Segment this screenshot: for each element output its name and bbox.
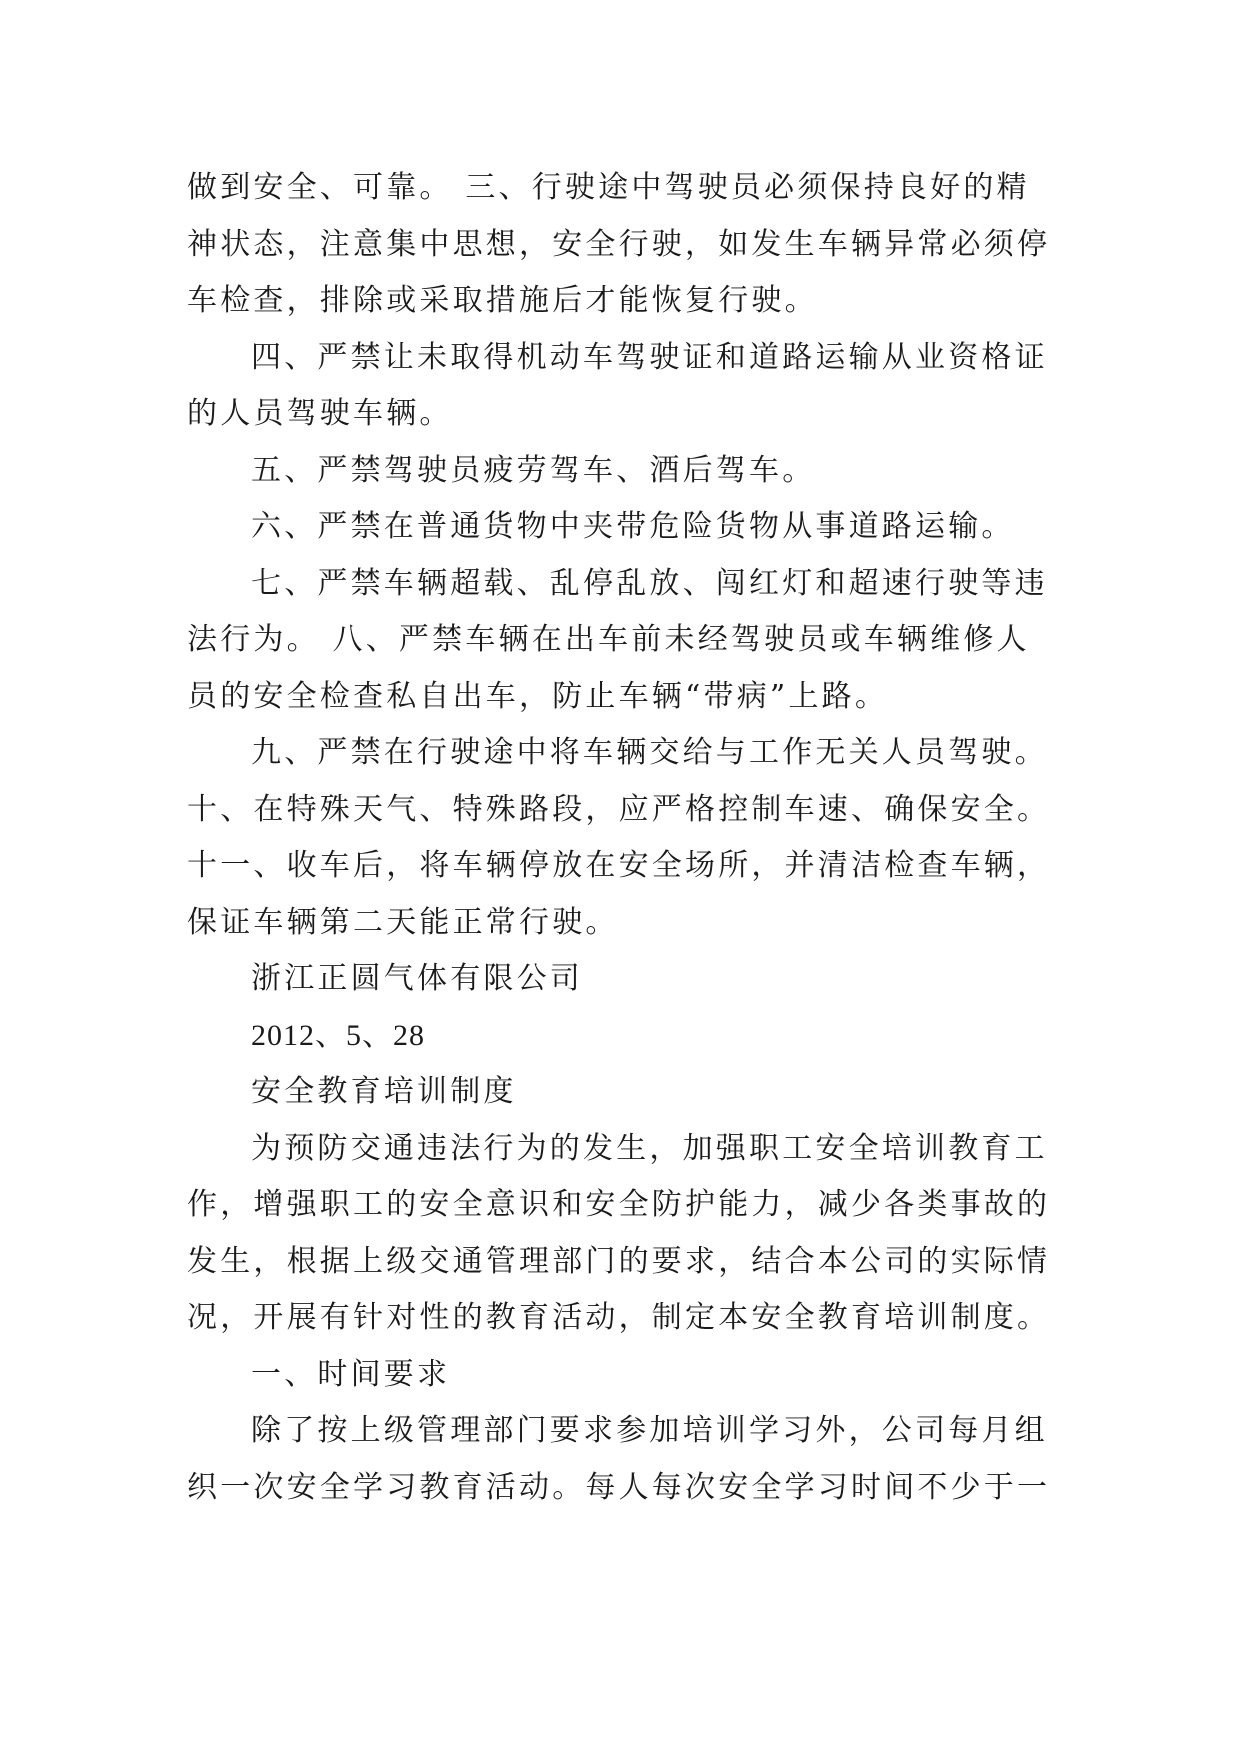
text-line: 发生，根据上级交通管理部门的要求，结合本公司的实际情 — [187, 1243, 1051, 1279]
text-line: 况，开展有针对性的教育活动，制定本安全教育培训制度。 — [187, 1300, 1051, 1335]
text-line: 车检查，排除或采取措施后才能恢复行驶。 — [187, 283, 818, 318]
text-line: 做到安全、可靠。 三、行驶途中驾驶员必须保持良好的精 — [187, 170, 1030, 205]
rule-item-6: 六、严禁在普通货物中夹带危险货物从事道路运输。 — [251, 509, 1015, 544]
rule-item-9: 九、严禁在行驶途中将车辆交给与工作无关人员驾驶。 — [251, 735, 1048, 770]
text-line: 法行为。 八、严禁车辆在出车前未经驾驶员或车辆维修人 — [187, 622, 1030, 657]
rule-item-4: 四、严禁让未取得机动车驾驶证和道路运输从业资格证 — [251, 339, 1048, 375]
text-line: 作，增强职工的安全意识和安全防护能力，减少各类事故的 — [187, 1187, 1051, 1222]
rule-item-5: 五、严禁驾驶员疲劳驾车、酒后驾车。 — [251, 452, 816, 488]
rule-item-11: 十一、收车后，将车辆停放在安全场所，并清洁检查车辆， — [187, 848, 1051, 883]
company-name: 浙江正圆气体有限公司 — [251, 961, 583, 996]
text-line: 保证车辆第二天能正常行驶。 — [187, 904, 619, 940]
text-line: 员的安全检查私自出车，防止车辆“带病”上路。 — [187, 678, 889, 714]
text-line: 的人员驾驶车辆。 — [187, 396, 453, 431]
document-body — [187, 160, 1057, 1516]
text-line: 织一次安全学习教育活动。每人每次安全学习时间不少于一 — [187, 1469, 1051, 1505]
document-date: 2012、5、28 — [251, 1018, 425, 1052]
rule-item-10: 十、在特殊天气、特殊路段，应严格控制车速、确保安全。 — [187, 791, 1051, 827]
subsection-heading: 一、时间要求 — [251, 1356, 451, 1392]
paragraph-time: 除了按上级管理部门要求参加培训学习外，公司每月组 — [251, 1413, 1048, 1448]
text-line: 神状态，注意集中思想，安全行驶，如发生车辆异常必须停 — [187, 226, 1051, 262]
rule-item-7: 七、严禁车辆超载、乱停乱放、闯红灯和超速行驶等违 — [251, 565, 1048, 601]
paragraph-intro: 为预防交通违法行为的发生，加强职工安全培训教育工 — [251, 1130, 1048, 1166]
section-title: 安全教育培训制度 — [251, 1074, 517, 1109]
